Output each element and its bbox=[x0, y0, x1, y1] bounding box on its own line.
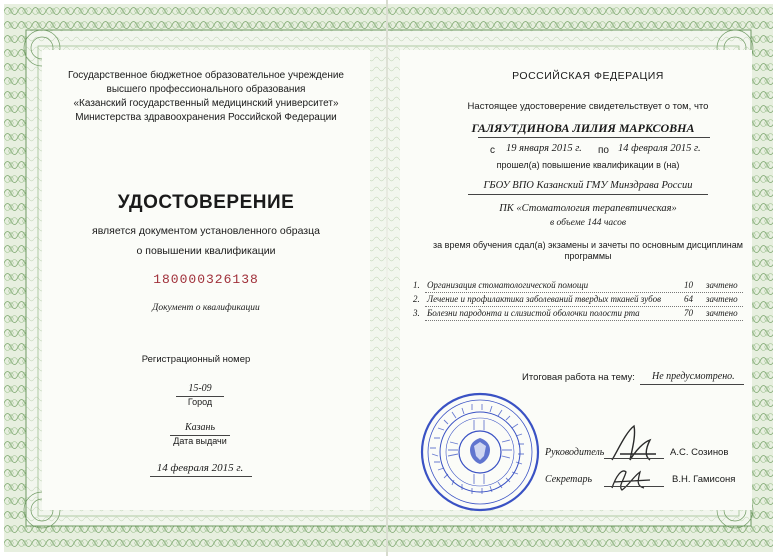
document-caption: Документ о квалификации bbox=[152, 303, 260, 313]
head-role: Руководитель bbox=[545, 447, 605, 458]
head-name: А.С. Созинов bbox=[670, 447, 729, 458]
secretary-name: В.Н. Гамисоня bbox=[672, 474, 736, 485]
final-work-line bbox=[640, 384, 744, 385]
head-signature-line bbox=[604, 458, 664, 459]
country-header: РОССИЙСКАЯ ФЕДЕРАЦИЯ bbox=[512, 70, 664, 82]
institution-line-4: Министерства здравоохранения Российской Федерации bbox=[75, 112, 337, 123]
holder-name: ГАЛЯУТДИНОВА ЛИЛИЯ МАРКСОВНА bbox=[471, 121, 695, 135]
subject-result: зачтено bbox=[706, 308, 738, 318]
date-from-prefix: с bbox=[490, 145, 495, 156]
secretary-signature bbox=[606, 462, 656, 496]
document-subtitle-2: о повышении квалификации bbox=[136, 245, 276, 257]
institution-line-2: высшего профессионального образования bbox=[106, 84, 306, 95]
issue-date: 14 февраля 2015 г. bbox=[156, 462, 244, 474]
certify-text: Настоящее удостоверение свидетельствует о том, что bbox=[467, 101, 709, 112]
date-to-prefix: по bbox=[598, 145, 609, 156]
organization-name: ГБОУ ВПО Казанский ГМУ Минздрава России bbox=[483, 180, 693, 191]
official-seal bbox=[418, 390, 542, 514]
subject-name: Организация стоматологической помощи bbox=[427, 280, 589, 290]
document-title: УДОСТОВЕРЕНИЕ bbox=[117, 192, 295, 213]
subject-divider bbox=[425, 306, 743, 307]
subject-result: зачтено bbox=[706, 280, 738, 290]
final-work-label: Итоговая работа на тему: bbox=[522, 372, 635, 383]
registration-number: 15-09 bbox=[188, 383, 212, 394]
date-to: 14 февраля 2015 г. bbox=[618, 143, 701, 154]
subject-divider bbox=[425, 292, 743, 293]
city-value: Казань bbox=[184, 422, 216, 433]
issue-date-label: Дата выдачи bbox=[173, 436, 227, 446]
secretary-role: Секретарь bbox=[545, 474, 593, 485]
exams-text-2: программы bbox=[564, 251, 612, 261]
subject-hours: 64 bbox=[684, 294, 693, 304]
subject-hours: 10 bbox=[684, 280, 693, 290]
subject-result: зачтено bbox=[706, 294, 738, 304]
document-subtitle-1: является документом установленного образца bbox=[92, 225, 320, 237]
secretary-signature-line bbox=[604, 486, 664, 487]
subject-number: 3. bbox=[413, 308, 420, 318]
subject-number: 1. bbox=[413, 280, 420, 290]
head-signature bbox=[606, 420, 664, 468]
subject-hours: 70 bbox=[684, 308, 693, 318]
subject-name: Болезни пародонта и слизистой оболочки полости рта bbox=[427, 308, 640, 318]
date-from: 19 января 2015 г. bbox=[506, 143, 582, 154]
issue-date-line bbox=[150, 476, 252, 477]
city-label: Город bbox=[187, 397, 213, 407]
passed-text: прошел(а) повышение квалификации в (на) bbox=[496, 160, 680, 170]
program-name: ПК «Стоматология терапевтическая» bbox=[499, 203, 677, 214]
holder-name-line bbox=[478, 137, 710, 138]
organization-line bbox=[468, 194, 708, 195]
exams-text-1: за время обучения сдал(а) экзамены и зачеты по основным дисциплинам bbox=[433, 240, 743, 250]
registration-label: Регистрационный номер bbox=[141, 354, 251, 365]
subject-number: 2. bbox=[413, 294, 420, 304]
program-hours: в объеме 144 часов bbox=[550, 218, 626, 228]
serial-number: 180000326138 bbox=[153, 272, 259, 287]
institution-line-3: «Казанский государственный медицинский университет» bbox=[73, 98, 339, 109]
page-fold bbox=[386, 0, 388, 556]
institution-line-1: Государственное бюджетное образовательное учреждение bbox=[67, 70, 345, 81]
subject-name: Лечение и профилактика заболеваний твердых тканей зубов bbox=[427, 294, 661, 304]
subject-divider bbox=[425, 320, 743, 321]
final-work-value: Не предусмотрено. bbox=[652, 371, 735, 382]
